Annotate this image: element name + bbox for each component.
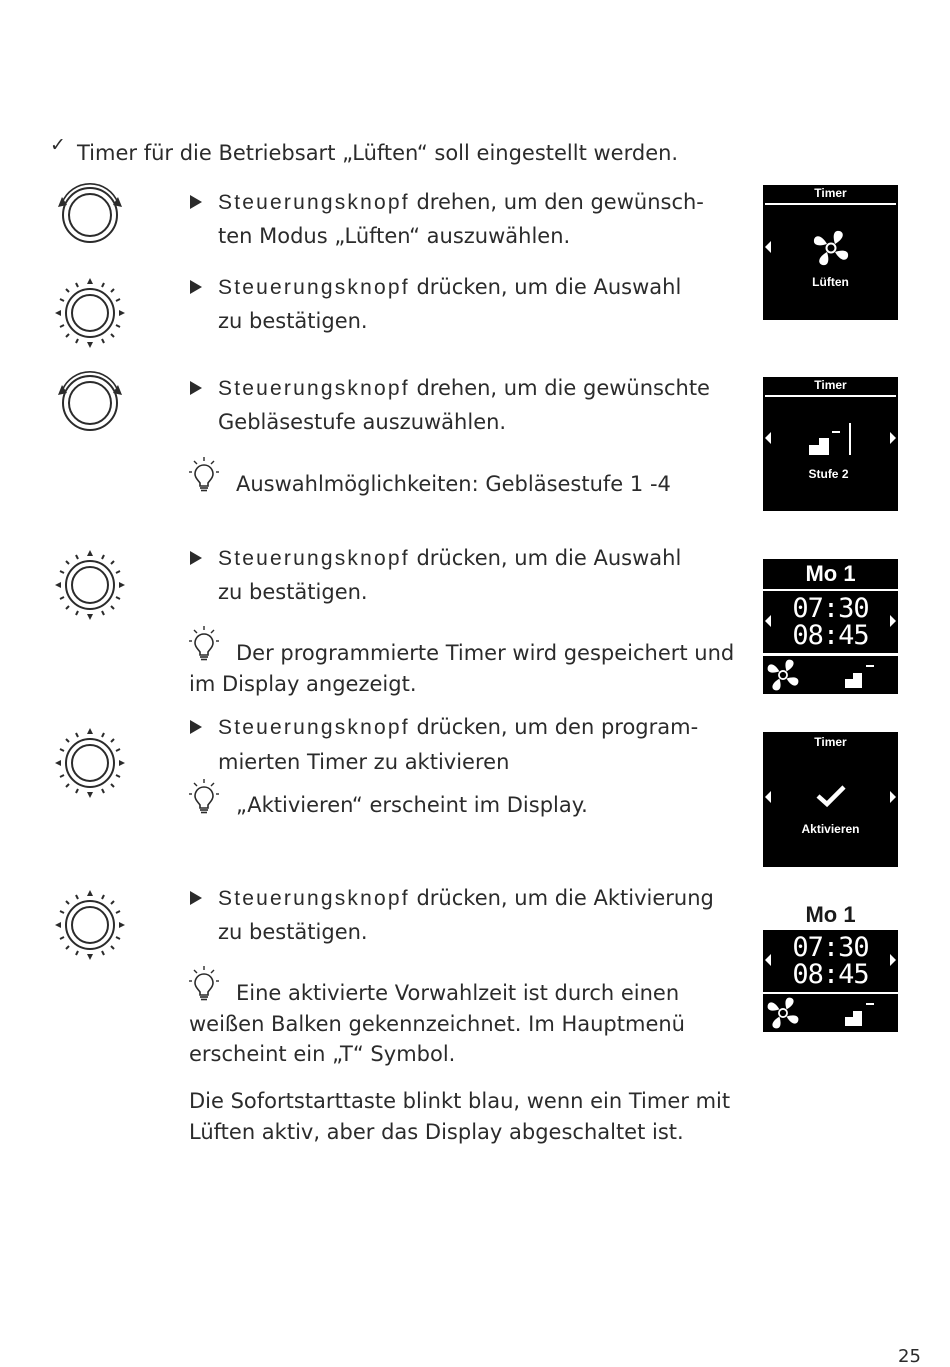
display-header: Timer [814,378,847,392]
fan-icon [765,657,801,693]
step-text: drücken, um die Auswahl [409,546,682,570]
display-schedule-active [763,898,898,1032]
step-2-line-2: zu bestätigen. [218,309,368,333]
bullet-arrow-icon [190,720,202,734]
display-caption: Lüften [812,275,849,289]
fan-icon [765,995,801,1031]
press-knob-icon [54,889,126,961]
end-time: 08:45 [792,959,869,990]
step-keyword: Steuerungsknopf [218,276,410,299]
display-status [763,994,898,1032]
fan-level-icon [807,421,857,459]
tip-1-text: Auswahlmöglichkeiten: Gebläsestufe 1 -4 [236,472,671,496]
display-schedule [763,559,898,694]
right-arrow-icon [890,791,896,803]
press-knob-icon [54,277,126,349]
tip-3-text: „Aktivieren“ erscheint im Display. [236,793,588,817]
display-luften [763,185,898,320]
display-caption: Aktivieren [801,822,860,836]
end-time: 08:45 [792,620,869,651]
fan-icon [811,228,851,268]
bullet-arrow-icon [190,195,202,209]
display-day: Mo 1 [805,902,856,927]
step-keyword: Steuerungsknopf [218,547,410,570]
step-4-line-2: zu bestätigen. [218,580,368,604]
step-6-line-2: zu bestätigen. [218,920,368,944]
step-text: drücken, um die Aktivierung [409,886,714,910]
lightbulb-icon [189,777,221,815]
display-caption: Stufe 2 [808,467,849,481]
right-arrow-icon [890,432,896,444]
left-arrow-icon [765,432,771,444]
step-keyword: Steuerungsknopf [218,191,410,214]
check-icon: ✓ [50,134,66,156]
fan-level-icon [843,1000,879,1028]
step-text: drehen, um die gewünschte [409,376,710,400]
display-header: Timer [814,735,847,749]
tip-4-line-2: weißen Balken gekennzeichnet. Im Hauptmenü [189,1012,685,1036]
display-stufe [763,377,898,511]
step-keyword: Steuerungsknopf [218,716,410,739]
left-arrow-icon [765,791,771,803]
checkmark-icon [815,784,847,808]
display-day: Mo 1 [805,561,856,586]
note-line-1: Die Sofortstarttaste blinkt blau, wenn ein Timer mit [189,1089,731,1113]
display-times [763,591,898,653]
step-1-line-2: ten Modus „Lüften“ auszuwählen. [218,224,571,248]
press-knob-icon [54,727,126,799]
step-5-line-1 [218,710,698,745]
step-text: drücken, um die Auswahl [409,275,682,299]
page-number: 25 [898,1346,921,1367]
display-header: Timer [814,186,847,200]
tip-2-line-2: im Display angezeigt. [189,672,417,696]
step-3-line-2: Gebläsestufe auszuwählen. [218,410,507,434]
left-arrow-icon [765,241,771,253]
lightbulb-icon [189,624,221,662]
rotate-knob-icon [54,367,126,439]
step-1-line-1 [218,185,704,220]
bullet-arrow-icon [190,280,202,294]
step-4-line-1 [218,541,681,576]
rotate-knob-icon [54,179,126,251]
intro-text: Timer für die Betriebsart „Lüften“ soll eingestellt werden. [77,141,679,165]
press-knob-icon [54,549,126,621]
display-divider [765,203,896,205]
step-keyword: Steuerungsknopf [218,377,410,400]
bullet-arrow-icon [190,891,202,905]
lightbulb-icon [189,455,221,493]
step-keyword: Steuerungsknopf [218,887,410,910]
bullet-arrow-icon [190,381,202,395]
tip-2-line-1: Der programmierte Timer wird gespeichert und [236,641,735,665]
display-status [763,656,898,694]
display-aktivieren [763,732,898,867]
step-text: drehen, um den gewünsch- [409,190,704,214]
step-6-line-1 [218,881,714,916]
step-3-line-1 [218,371,710,406]
lightbulb-icon [189,964,221,1002]
step-5-line-2: mierten Timer zu aktivieren [218,750,510,774]
fan-level-icon [843,662,879,690]
start-time: 07:30 [792,932,869,963]
bullet-arrow-icon [190,551,202,565]
start-time: 07:30 [792,593,869,624]
step-text: drücken, um den program- [409,715,699,739]
note-line-2: Lüften aktiv, aber das Display abgeschaltet ist. [189,1120,684,1144]
display-day-bar [763,559,898,589]
display-times [763,930,898,992]
step-2-line-1 [218,270,681,305]
tip-4-line-1: Eine aktivierte Vorwahlzeit ist durch einen [236,981,680,1005]
display-divider [765,395,896,397]
tip-4-line-3: erscheint ein „T“ Symbol. [189,1042,456,1066]
